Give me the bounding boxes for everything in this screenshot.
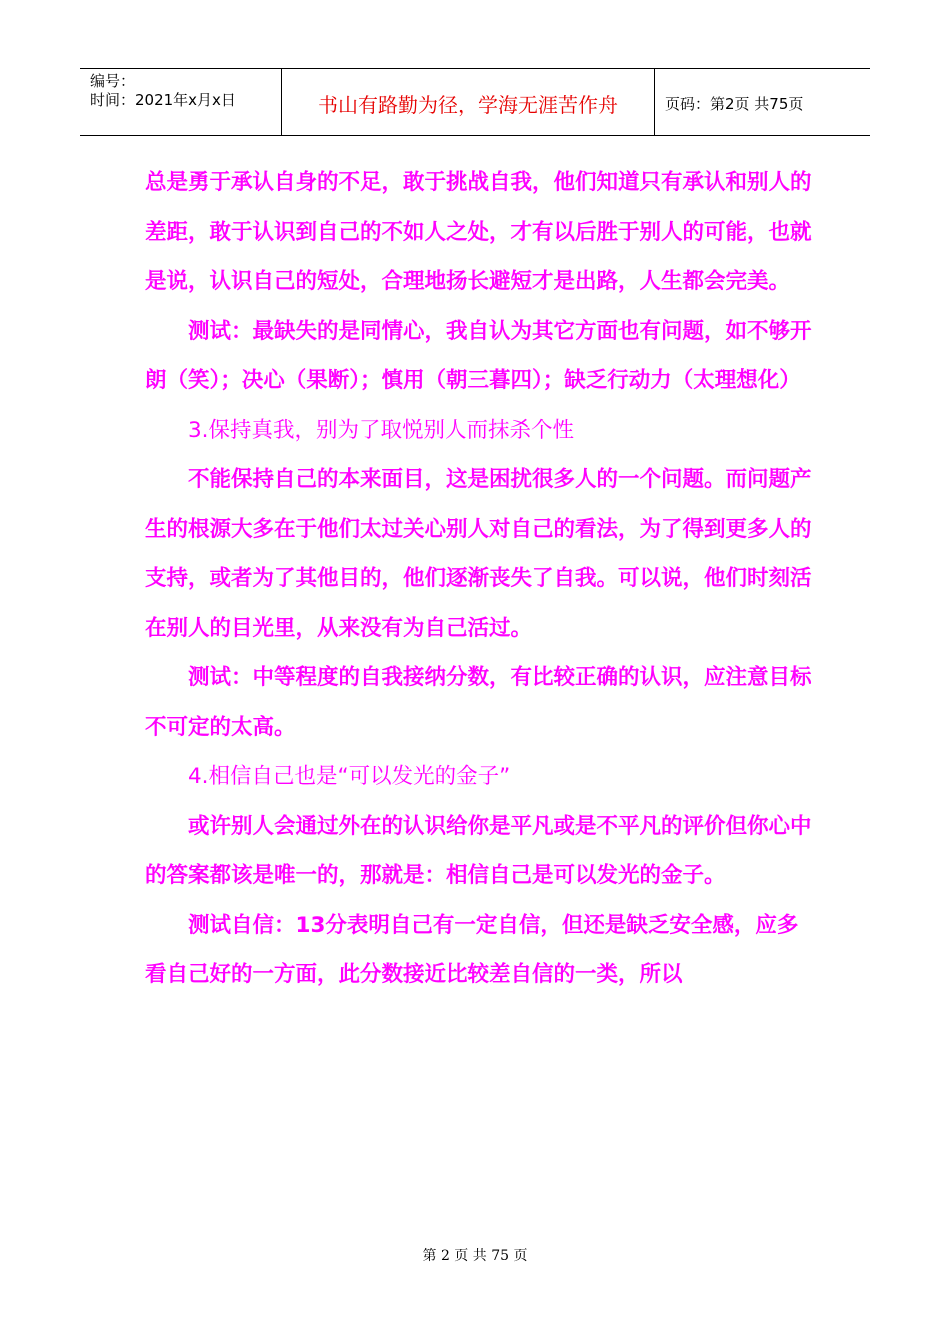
document-body: [145, 158, 815, 1000]
body-paragraph: 测试：最缺失的是同情心，我自认为其它方面也有问题，如不够开朗（笑）；决心（果断）；慎用（朝三暮四）；缺乏行动力（太理想化）: [145, 318, 812, 393]
header-table: [80, 68, 870, 136]
section-heading: 3.保持真我，别为了取悦别人而抹杀个性: [188, 417, 575, 443]
section-heading: 4.相信自己也是“可以发光的金子”: [188, 764, 511, 789]
header-meta-cell: [80, 69, 282, 135]
body-paragraph: 或许别人会通过外在的认识给你是平凡或是不平凡的评价但你心中的答案都该是唯一的，那就是：相信自己是可以发光的金子。: [145, 813, 812, 888]
document-number-label: 编号：: [90, 72, 136, 90]
header-page-info: 页码：第2页 共75页: [665, 94, 804, 113]
body-paragraph: 不能保持自己的本来面目，这是困扰很多人的一个问题。而问题产生的根源大多在于他们太过关心别人对自己的看法，为了得到更多人的支持，或者为了其他目的，他们逐渐丧失了自我。可以说，他们时刻活在别人的目光里，从来没有为自己活过。: [145, 467, 812, 641]
document-date: 时间：2021年x月x日: [90, 91, 236, 109]
page-footer: 第 2 页 共 75 页: [422, 1248, 528, 1264]
body-paragraph: 总是勇于承认自身的不足，敢于挑战自我，他们知道只有承认和别人的差距，敢于认识到自己的不如人之处，才有以后胜于别人的可能，也就是说，认识自己的短处，合理地扬长避短才是出路，人生都会完美。: [145, 170, 812, 294]
header-motto-cell: [282, 69, 655, 135]
header-page-cell: [655, 69, 870, 135]
body-paragraph: 测试自信：13分表明自己有一定自信，但还是缺乏安全感，应多看自己好的一方面，此分数接近比较差自信的一类，所以: [145, 912, 799, 987]
body-paragraph: 测试：中等程度的自我接纳分数，有比较正确的认识，应注意目标不可定的太高。: [145, 665, 812, 740]
header-motto: 书山有路勤为径，学海无涯苦作舟: [318, 92, 618, 117]
